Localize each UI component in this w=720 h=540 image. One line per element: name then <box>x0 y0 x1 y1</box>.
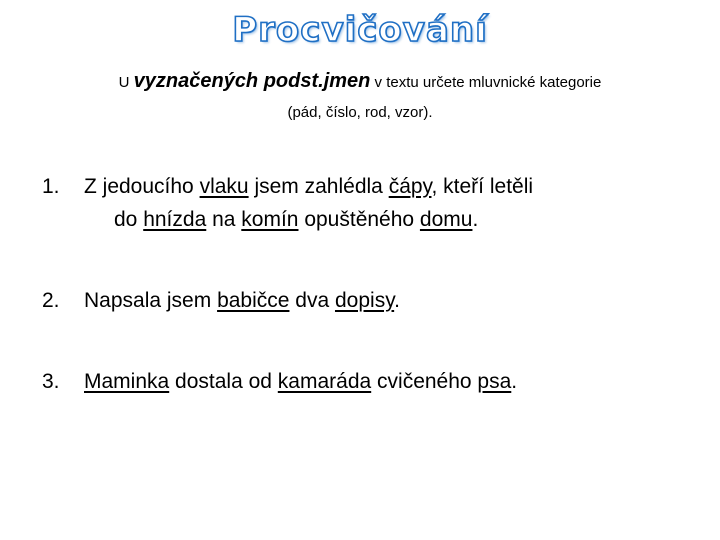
marked-noun: Maminka <box>84 370 170 393</box>
sentence-text: Napsala jsem <box>84 289 218 312</box>
exercise-list <box>42 170 702 398</box>
instruction-text <box>30 66 690 128</box>
sentence-text: na <box>206 208 242 231</box>
marked-noun: kamaráda <box>277 370 372 393</box>
instruction-line-1 <box>30 66 690 98</box>
instruction-prefix: U <box>118 74 134 91</box>
marked-noun: psa <box>477 370 512 393</box>
sentence-text: do <box>114 208 144 231</box>
exercise-line <box>84 170 702 203</box>
exercise-item-2 <box>42 284 702 317</box>
sentence-text: , kteří letěli <box>431 175 534 198</box>
page-title: Procvičování <box>232 10 488 50</box>
sentence-text: . <box>394 289 400 312</box>
marked-noun: dopisy <box>334 289 395 312</box>
marked-noun: čápy <box>388 175 432 198</box>
instruction-line-2: (pád, číslo, rod, vzor). <box>287 104 433 121</box>
sentence-text: Z jedoucího <box>84 175 200 198</box>
exercise-number: 3. <box>42 370 60 393</box>
marked-noun: domu <box>419 208 473 231</box>
exercise-line <box>84 203 702 236</box>
sentence-text: . <box>472 208 479 231</box>
marked-noun: hnízda <box>143 208 207 231</box>
sentence-text: cvičeného <box>371 370 478 393</box>
sentence-text: opuštěného <box>298 208 420 231</box>
sentence-text: dostala od <box>169 370 278 393</box>
exercise-line <box>84 284 702 317</box>
exercise-line <box>84 365 702 398</box>
sentence-text: . <box>511 370 518 393</box>
marked-noun: vlaku <box>199 175 249 198</box>
exercise-item-1 <box>42 170 702 236</box>
marked-noun: babičce <box>217 289 290 312</box>
sentence-text: dva <box>289 289 335 312</box>
marked-noun: komín <box>241 208 299 231</box>
instruction-emphasis: vyznačených podst.jmen <box>133 70 371 92</box>
exercise-item-3 <box>42 365 702 398</box>
sentence-text: jsem zahlédla <box>248 175 389 198</box>
exercise-number: 2. <box>42 289 60 312</box>
instruction-suffix: v textu určete mluvnické kategorie <box>370 74 602 91</box>
exercise-number: 1. <box>42 175 60 198</box>
